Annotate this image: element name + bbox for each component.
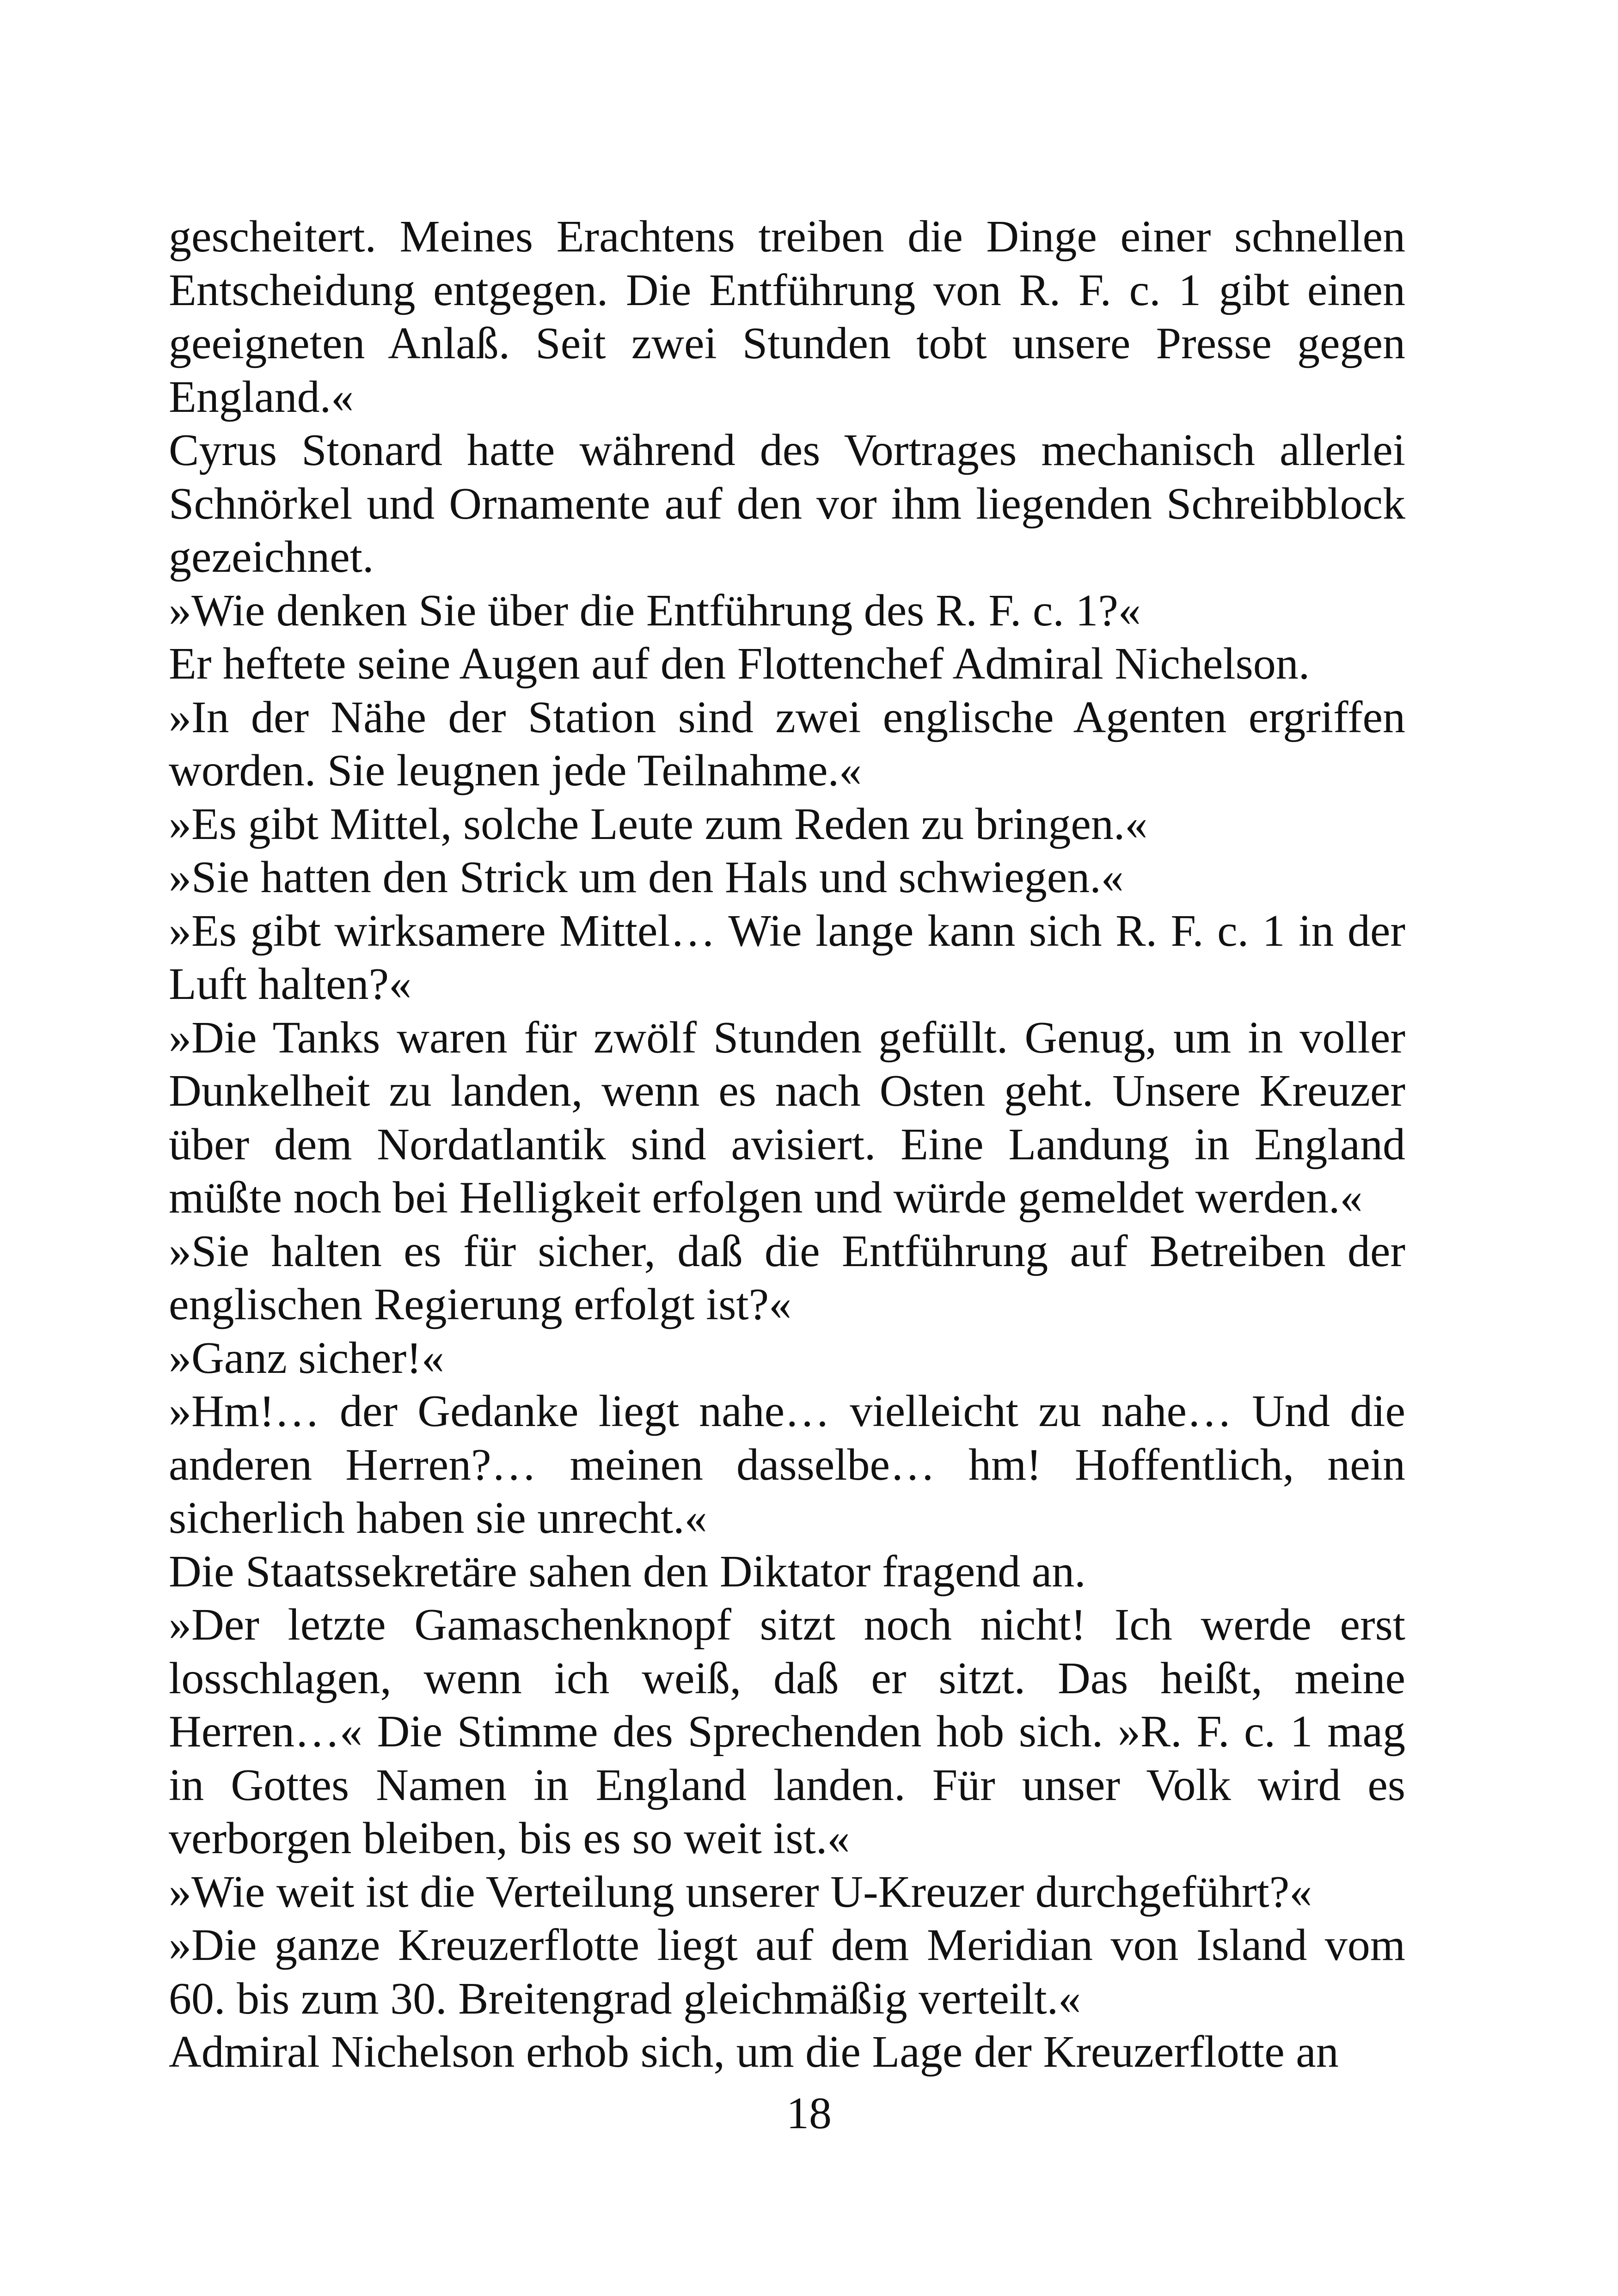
paragraph: »Die Tanks waren für zwölf Stunden gefüllt. Genug, um in voller Dunkelheit zu landen, wenn es nach Osten geht. Unsere Kreuzer über dem Nordatlantik sind avisiert. Eine Landung in England müßte noch bei Helligkeit erfolgen und würde gemeldet werden.« [169,1012,1405,1223]
paragraph: Admiral Nichelson erhob sich, um die Lage der Kreuzerflotte an [169,2027,1339,2077]
paragraph: »Es gibt Mittel, solche Leute zum Reden zu bringen.« [169,799,1148,849]
paragraph: »In der Nähe der Station sind zwei englische Agenten ergriffen worden. Sie leugnen jede Teilnahme.« [169,692,1405,796]
paragraph: gescheitert. Meines Erachtens treiben die Dinge einer schnellen Entscheidung entgegen. Die Entführung von R. F. c. 1 gibt einen geeigneten Anlaß. Seit zwei Stunden tobt unsere Presse gegen England.« [169,212,1405,422]
paragraph: Die Staatssekretäre sahen den Diktator fragend an. [169,1546,1086,1597]
paragraph: »Hm!… der Gedanke liegt nahe… vielleicht zu nahe… Und die anderen Herren?… meinen dasselbe… hm! Hoffentlich, nein sicherlich haben sie unrecht.« [169,1386,1405,1543]
paragraph: »Wie denken Sie über die Entführung des R. F. c. 1?« [169,585,1141,636]
paragraph: »Ganz sicher!« [169,1333,444,1383]
paragraph: Cyrus Stonard hatte während des Vortrages mechanisch allerlei Schnörkel und Ornamente auf den vor ihm liegenden Schreibblock gezeichnet. [169,425,1405,582]
paragraph: »Der letzte Gamaschenknopf sitzt noch nicht! Ich werde erst losschlagen, wenn ich weiß, daß er sitzt. Das heißt, meine Herren…« Die Stimme des Sprechenden hob sich. »R. F. c. 1 mag in Gottes Namen in England landen. Für unser Volk wird es verborgen bleiben, bis es so weit ist.« [169,1600,1405,1863]
paragraph: »Sie halten es für sicher, daß die Entführung auf Betreiben der englischen Regierung erfolgt ist?« [169,1226,1405,1329]
paragraph: »Es gibt wirksamere Mittel… Wie lange kann sich R. F. c. 1 in der Luft halten?« [169,906,1405,1009]
paragraph: »Sie hatten den Strick um den Hals und schwiegen.« [169,852,1124,902]
paragraph: »Die ganze Kreuzerflotte liegt auf dem Meridian von Island vom 60. bis zum 30. Breitengrad gleichmäßig verteilt.« [169,1920,1405,2024]
body-text [169,210,1405,2079]
paragraph: »Wie weit ist die Verteilung unserer U-Kreuzer durchgeführt?« [169,1867,1312,1917]
page-number: 18 [786,2088,832,2138]
paragraph: Er heftete seine Augen auf den Flottenchef Admiral Nichelson. [169,639,1310,689]
